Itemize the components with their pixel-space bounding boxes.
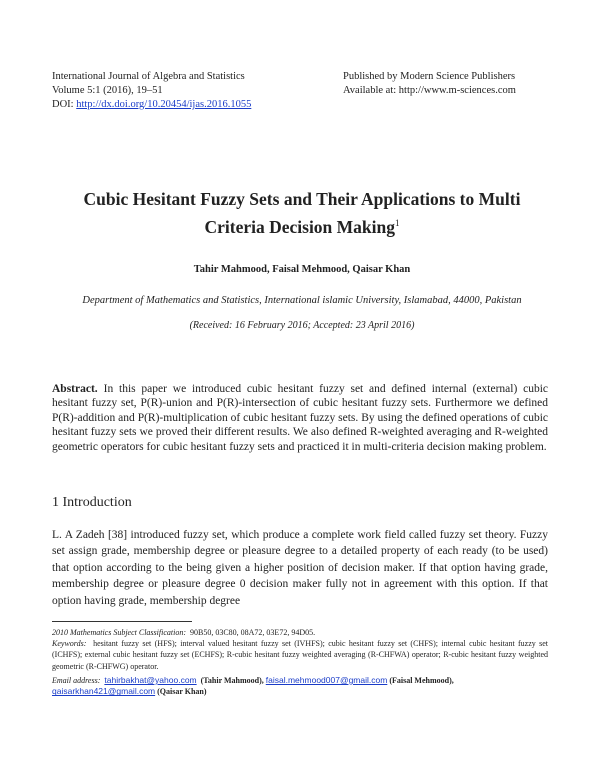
email-name-3: (Qaisar Khan) [157, 687, 207, 697]
email-link-3[interactable]: qaisarkhan421@gmail.com [52, 686, 156, 697]
title-line-2-text: Criteria Decision Making [204, 216, 396, 237]
title-footnote-mark: 1 [395, 218, 400, 228]
title-line-2 [52, 211, 552, 239]
abstract-label: Abstract. [52, 383, 98, 395]
msc-footnote [52, 627, 548, 638]
keywords-label: Keywords: [52, 639, 87, 648]
email-name-2: (Faisal Mehmood), [389, 676, 454, 685]
abstract-text: In this paper we introduced cubic hesitant fuzzy set and defined internal (external) cubic hesitant fuzzy set, P(R)-union and P(R)-intersection of cubic hesitant fuzzy sets. Furthermore we defined P(R)-addition and P(R)-multiplication of cubic hesitant fuzzy sets. By using the defined operations of cubic hesitant fuzzy sets we proved their different results. We also defined R-weighted averaging and R-weighted geometric operators for cubic hesitant fuzzy sets and practiced it in multi-criteria decision making problem. [52, 383, 548, 453]
affiliation: Department of Mathematics and Statistics, International islamic University, Islamabad, 44000, Pakistan [82, 295, 522, 306]
email-link-1[interactable]: tahirbakhat@yahoo.com [104, 675, 197, 685]
authors: Tahir Mahmood, Faisal Mehmood, Qaisar Khan [193, 264, 411, 275]
title-line-1: Cubic Hesitant Fuzzy Sets and Their Applications to Multi [83, 189, 521, 209]
journal-header [52, 70, 342, 112]
keywords-footnote [52, 638, 548, 672]
publisher-header [343, 70, 573, 98]
journal-name: International Journal of Algebra and Statistics [52, 71, 245, 82]
journal-volume: Volume 5:1 (2016), 19–51 [52, 85, 163, 96]
email-name-1: (Tahir Mahmood), [200, 676, 264, 685]
keywords-text: hesitant fuzzy set (HFS); interval valued hesitant fuzzy set (IVHFS); cubic hesitant fuzzy set (CHFS); internal cubic hesitant fuzzy set (ICHFS); external cubic hesitant fuzzy set (ECHFS); R-cubic hesitant fuzzy weighted averaging (R-CHFWA) operator; R-cubic hesitant fuzzy weighted geometric (R-CHFWG) operator. [52, 639, 549, 671]
section-heading: 1 Introduction [52, 495, 132, 510]
section-body: L. A Zadeh [38] introduced fuzzy set, which produce a complete work field called fuzzy set theory. Fuzzy set assign grade, membership degree or pleasure degree to a detailed property of each ready (to be used) that option according to the being given a higher position of decision maker. If that option having grade, membership degree or pleasure degree 0 decision maker fully not in agreement with this option. If that option having grade, membership degree [52, 529, 548, 607]
publisher-url: Available at: http://www.m-sciences.com [343, 85, 516, 96]
email-label: Email address: [52, 676, 101, 685]
email-link-2[interactable]: faisal.mehmood007@gmail.com [265, 675, 388, 685]
paper-title [52, 187, 552, 239]
doi-line [52, 98, 342, 112]
footnote-divider [52, 621, 192, 622]
abstract [52, 382, 548, 454]
msc-text: 90B50, 03C80, 08A72, 03E72, 94D05. [189, 628, 316, 637]
received-accepted-dates: (Received: 16 February 2016; Accepted: 23 April 2016) [189, 320, 415, 331]
doi-link[interactable]: http://dx.doi.org/10.20454/ijas.2016.1055 [76, 99, 252, 110]
doi-label: DOI: [52, 99, 77, 110]
publisher-name: Published by Modern Science Publishers [343, 71, 516, 82]
msc-label: 2010 Mathematics Subject Classification: [52, 628, 186, 637]
email-footnote [52, 675, 548, 698]
